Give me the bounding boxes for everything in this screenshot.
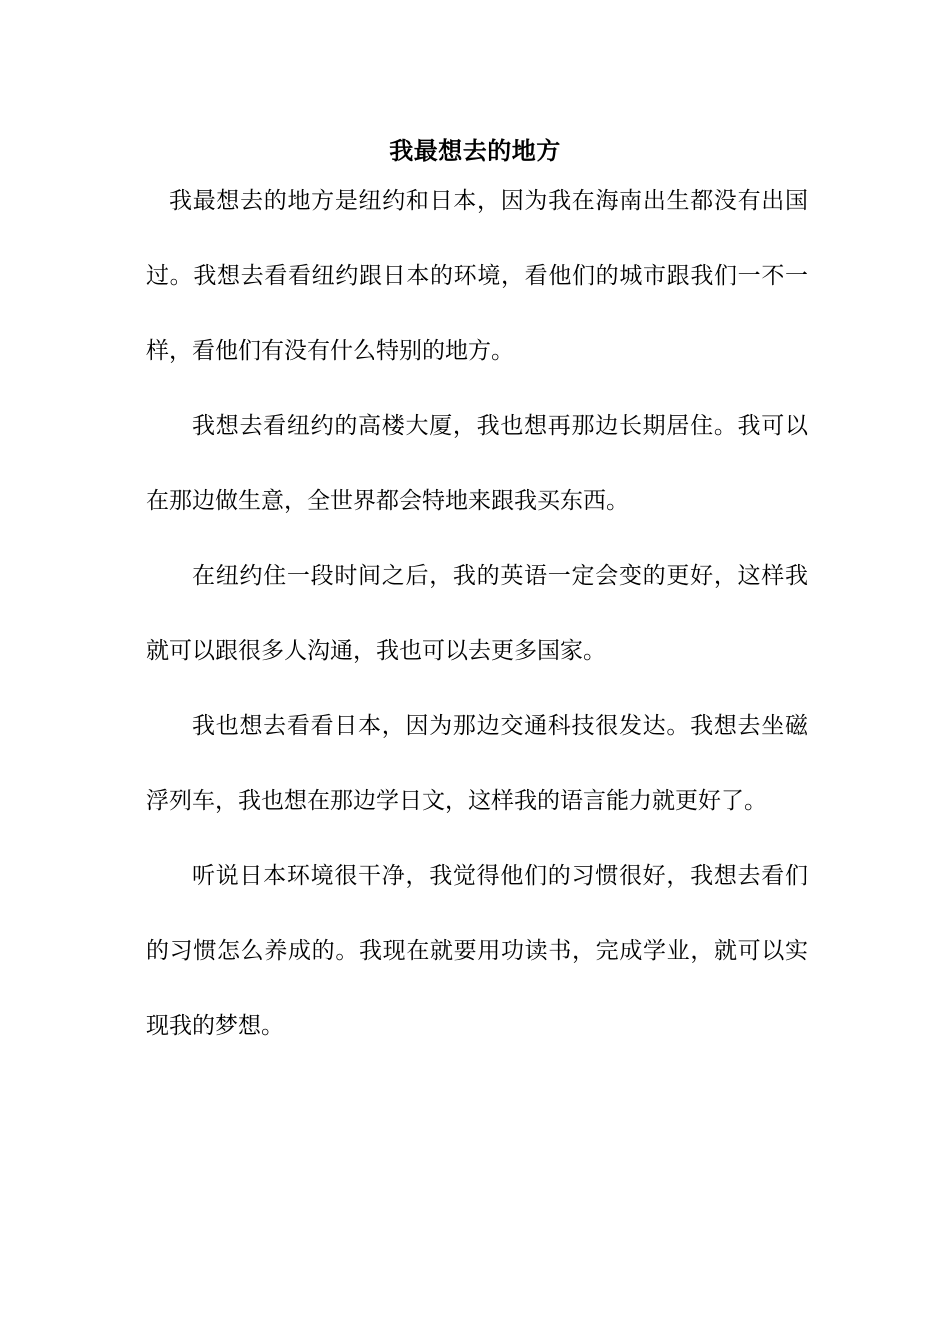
paragraph-2: 我想去看纽约的高楼大厦，我也想再那边长期居住。我可以在那边做生意，全世界都会特地来跟我买东西。 xyxy=(146,413,808,514)
document-title: 我最想去的地方 xyxy=(389,136,561,165)
paragraph-1: 我最想去的地方是纽约和日本，因为我在海南出生都没有出国过。我想去看看纽约跟日本的环境，看他们的城市跟我们一不一样，看他们有没有什么特别的地方。 xyxy=(146,188,808,364)
paragraph-3: 在纽约住一段时间之后，我的英语一定会变的更好，这样我就可以跟很多人沟通，我也可以去更多国家。 xyxy=(146,563,808,664)
paragraph-5: 听说日本环境很干净，我觉得他们的习惯很好，我想去看们的习惯怎么养成的。我现在就要用功读书，完成学业，就可以实现我的梦想。 xyxy=(146,863,808,1039)
paragraph-4: 我也想去看看日本，因为那边交通科技很发达。我想去坐磁浮列车，我也想在那边学日文，这样我的语言能力就更好了。 xyxy=(146,713,808,814)
